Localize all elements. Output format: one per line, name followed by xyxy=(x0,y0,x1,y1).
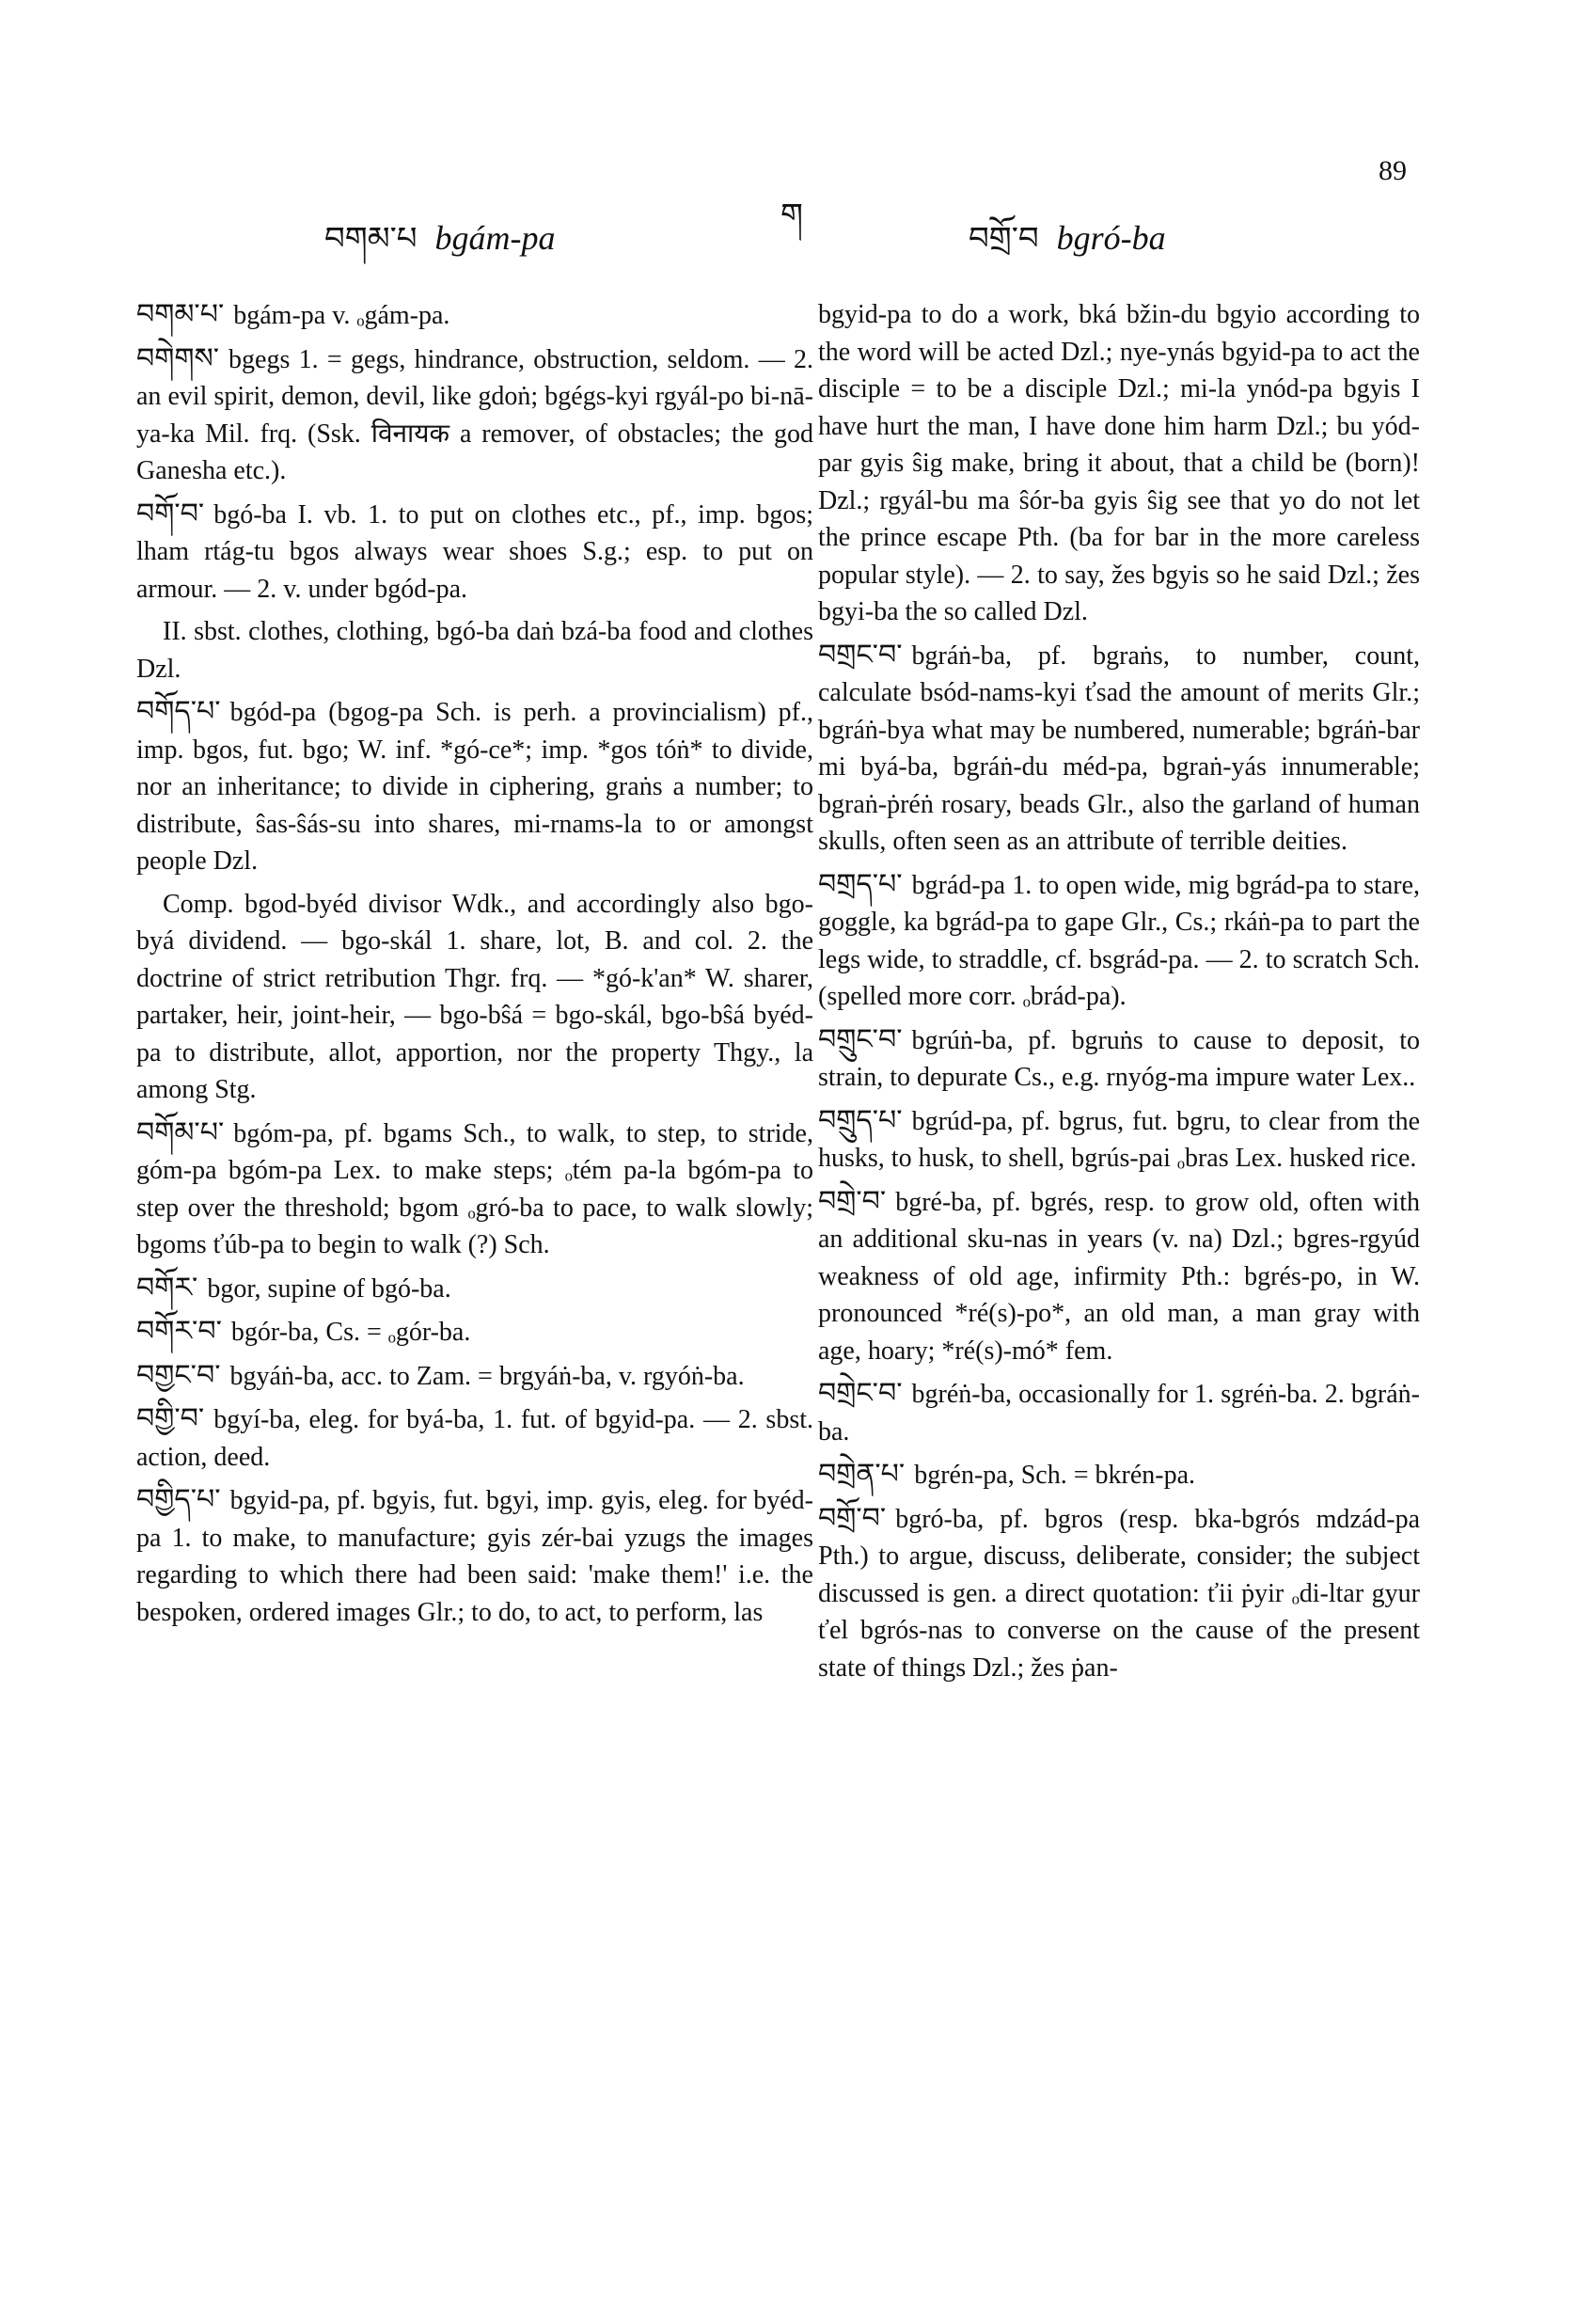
dictionary-entry xyxy=(136,296,813,335)
section-letter xyxy=(780,179,812,269)
dictionary-entry xyxy=(136,1313,813,1352)
running-head-right-roman: bgró-ba xyxy=(1056,219,1166,257)
running-head-left-roman: bgám-pa xyxy=(434,219,556,257)
entry-text: Comp. bgod-byéd divisor Wdk., and accordingly also bgo-byá dividend. — bgo-skál 1. share, lot, B. and col. 2. the doctrine of strict retribution Thgr. frq. — *gó-k'an* W. sharer, partaker, heir, joint-heir, — bgo-bŝá = bgo-skál, bgo-bŝá byéd-pa to distribute, allot, apportion, nor the property Thgy., la among Stg. xyxy=(136,889,813,1104)
dictionary-entry xyxy=(818,296,1420,631)
entry-text: bgrúd-pa, pf. bgrus, fut. bgru, to clear from the husks, to husk, to shell, bgrús-pai ₒbras Lex. husked rice. xyxy=(818,1106,1420,1173)
running-head-left-tibetan: བགམ་པ xyxy=(324,220,418,258)
left-column xyxy=(136,296,813,1636)
entry-text: bgegs 1. = gegs, hindrance, obstruction, seldom. — 2. an evil spirit, demon, devil, like gdoṅ; bgégs-kyi rgyál-po bi-nā-ya-ka Mil. frq. (Ssk. विनायक a remover, of obstacles; the god Ganesha etc.). xyxy=(136,344,813,485)
entry-tibetan-headword: བགྲད་པ་ xyxy=(818,867,903,901)
entry-tibetan-headword: བགེགས་ xyxy=(136,341,220,375)
entry-tibetan-headword: བགོད་པ་ xyxy=(136,695,221,728)
entry-text: bgó-ba I. vb. 1. to put on clothes etc., pf., imp. bgos; lham rtág-tu bgos always wear shoes S.g.; esp. to put on armour. — 2. v. under bgód-pa. xyxy=(136,499,813,604)
entry-tibetan-headword: བགོ་བ་ xyxy=(136,497,205,530)
entry-tibetan-headword: བགྲང་བ་ xyxy=(818,638,903,672)
entry-text: bgyáṅ-ba, acc. to Zam. = brgyáṅ-ba, v. rgyóṅ-ba. xyxy=(229,1361,745,1391)
entry-tibetan-headword: བགྱང་བ་ xyxy=(136,1358,221,1392)
section-letter-tibetan: ག xyxy=(780,197,803,234)
dictionary-entry xyxy=(818,637,1420,861)
entry-text: bgyí-ba, eleg. for byá-ba, 1. fut. of bgyid-pa. — 2. sbst. action, deed. xyxy=(136,1405,813,1472)
entry-text: bgor, supine of bgó-ba. xyxy=(207,1273,451,1304)
running-head-right-tibetan: བགྲོ་བ xyxy=(969,220,1039,258)
entry-text: bgré-ba, pf. bgrés, resp. to grow old, often with an additional sku-nas in years (v. na) Dzl.; bgres-rgyúd weakness of old age, infirmity Pth.: bgrés-po, in W. pronounced *ré(s)-po*, an old man, a man gray with age, hoary; *ré(s)-mó* fem. xyxy=(818,1187,1420,1366)
entry-text: bgór-ba, Cs. = ₒgór-ba. xyxy=(230,1318,471,1347)
right-column xyxy=(818,296,1420,1692)
dictionary-entry xyxy=(818,1102,1420,1178)
entry-tibetan-headword: བགྲུང་བ་ xyxy=(818,1022,903,1056)
entry-text: bgóm-pa, pf. bgams Sch., to walk, to step, to stride, góm-pa bgóm-pa Lex. to make steps; ₒtém pa-la bgóm-pa to step over the threshold; bgom ₒgró-ba to pace, to walk slowly; bgoms ťúb-pa to begin to walk (?) Sch. xyxy=(136,1118,813,1259)
entry-text: bgyid-pa, pf. bgyis, fut. bgyi, imp. gyis, eleg. for byéd-pa 1. to make, to manufacture; gyis zér-bai yzugs the images regarding to which there had been said: 'make them!' i.e. the bespoken, ordered images Glr.; to do, to act, to perform, las xyxy=(136,1486,813,1627)
entry-tibetan-headword: བགྱི་བ་ xyxy=(136,1402,205,1435)
entry-tibetan-headword: བགམ་པ་ xyxy=(136,298,225,331)
entry-tibetan-headword: བགྲེང་བ་ xyxy=(818,1377,903,1410)
entry-text: bgrúṅ-ba, pf. bgruṅs to cause to deposit, to strain, to depurate Cs., e.g. rnyóg-ma impure water Lex.. xyxy=(818,1025,1420,1092)
entry-tibetan-headword: བགོམ་པ་ xyxy=(136,1115,225,1149)
entry-text: bgód-pa (bgog-pa Sch. is perh. a provincialism) pf., imp. bgos, fut. bgo; W. inf. *gó-ce*; imp. *gos tóṅ* to divide, nor an inheritance; to divide in ciphering, graṅs a number; to distribute, ŝas-ŝás-su into shares, mi-rnams-la to or amongst people Dzl. xyxy=(136,698,813,876)
entry-tibetan-headword: བགོར་བ་ xyxy=(136,1315,222,1348)
entry-tibetan-headword: བགྲུད་པ་ xyxy=(818,1103,903,1137)
dictionary-entry xyxy=(136,886,813,1109)
entry-text: II. sbst. clothes, clothing, bgó-ba daṅ bzá-ba food and clothes Dzl. xyxy=(136,617,813,684)
dictionary-entry xyxy=(136,496,813,609)
entry-text: bgráṅ-ba, pf. bgraṅs, to number, count, calculate bsód-nams-kyi ťsad the amount of merits Glr.; bgráṅ-bya what may be numbered, numerable; bgráṅ-bar mi byá-ba, bgráṅ-du méd-pa, bgraṅ-yás innumerable; bgraṅ-ṗréṅ rosary, beads Glr., also the garland of human skulls, often seen as an attribute of terrible deities. xyxy=(818,640,1420,856)
dictionary-entry xyxy=(136,1270,813,1308)
entry-text: bgám-pa v. ₒgám-pa. xyxy=(233,301,450,330)
entry-text: bgrén-pa, Sch. = bkrén-pa. xyxy=(914,1461,1196,1490)
entry-text: bgyid-pa to do a work, bká bžin-du bgyio according to the word will be acted Dzl.; nye-ynás bgyid-pa to act the disciple = to be a disciple Dzl.; mi-la ynód-pa bgyis I have hurt the man, I have done him harm Dzl.; bu yód-par gyis ŝig make, bring it about, that a child be (born)! Dzl.; rgyál-bu ma ŝór-ba gyis ŝig see that yo do not let the prince escape Pth. (ba for bar in the more careless popular style). — 2. to say, žes bgyis so he said Dzl.; žes bgyi-ba the so called Dzl. xyxy=(818,300,1420,626)
entry-tibetan-headword: བགྲོ་བ་ xyxy=(818,1501,887,1535)
running-head-right xyxy=(969,202,1166,292)
entry-tibetan-headword: བགྲེན་པ་ xyxy=(818,1458,906,1491)
entry-tibetan-headword: བགྱིད་པ་ xyxy=(136,1483,221,1516)
entry-tibetan-headword: བགྲེ་བ་ xyxy=(818,1184,887,1218)
dictionary-entry xyxy=(818,1183,1420,1370)
dictionary-entry xyxy=(136,1115,813,1264)
entry-text: bgréṅ-ba, occasionally for 1. sgréṅ-ba. 2. bgráṅ-ba. xyxy=(818,1380,1420,1447)
entry-text: bgrád-pa 1. to open wide, mig bgrád-pa to stare, goggle, ka bgrád-pa to gape Glr., Cs.; rkáṅ-pa to part the legs wide, to straddle, cf. bsgrád-pa. — 2. to scratch Sch. (spelled more corr. ₒbrád-pa). xyxy=(818,870,1420,1011)
dictionary-entry xyxy=(136,1481,813,1631)
dictionary-entry xyxy=(136,1400,813,1476)
dictionary-entry xyxy=(818,1375,1420,1450)
dictionary-entry xyxy=(818,1456,1420,1494)
dictionary-entry xyxy=(136,693,813,880)
entry-text: bgró-ba, pf. bgros (resp. bka-bgrós mdzád-pa Pth.) to argue, discuss, deliberate, consider; the subject discussed is gen. a direct quotation: ťii ṗyir ₒdi-ltar gyur ťel bgrós-nas to converse on the cause of the present state of things Dzl.; žes ṗan- xyxy=(818,1504,1420,1683)
dictionary-entry xyxy=(818,1500,1420,1687)
dictionary-entry xyxy=(818,866,1420,1016)
dictionary-entry xyxy=(136,613,813,688)
running-head-left xyxy=(324,202,556,292)
page-number: 89 xyxy=(1379,155,1407,186)
dictionary-entry xyxy=(818,1021,1420,1097)
entry-tibetan-headword: བགོར་ xyxy=(136,1271,198,1304)
dictionary-entry xyxy=(136,340,813,490)
dictionary-entry xyxy=(136,1357,813,1396)
